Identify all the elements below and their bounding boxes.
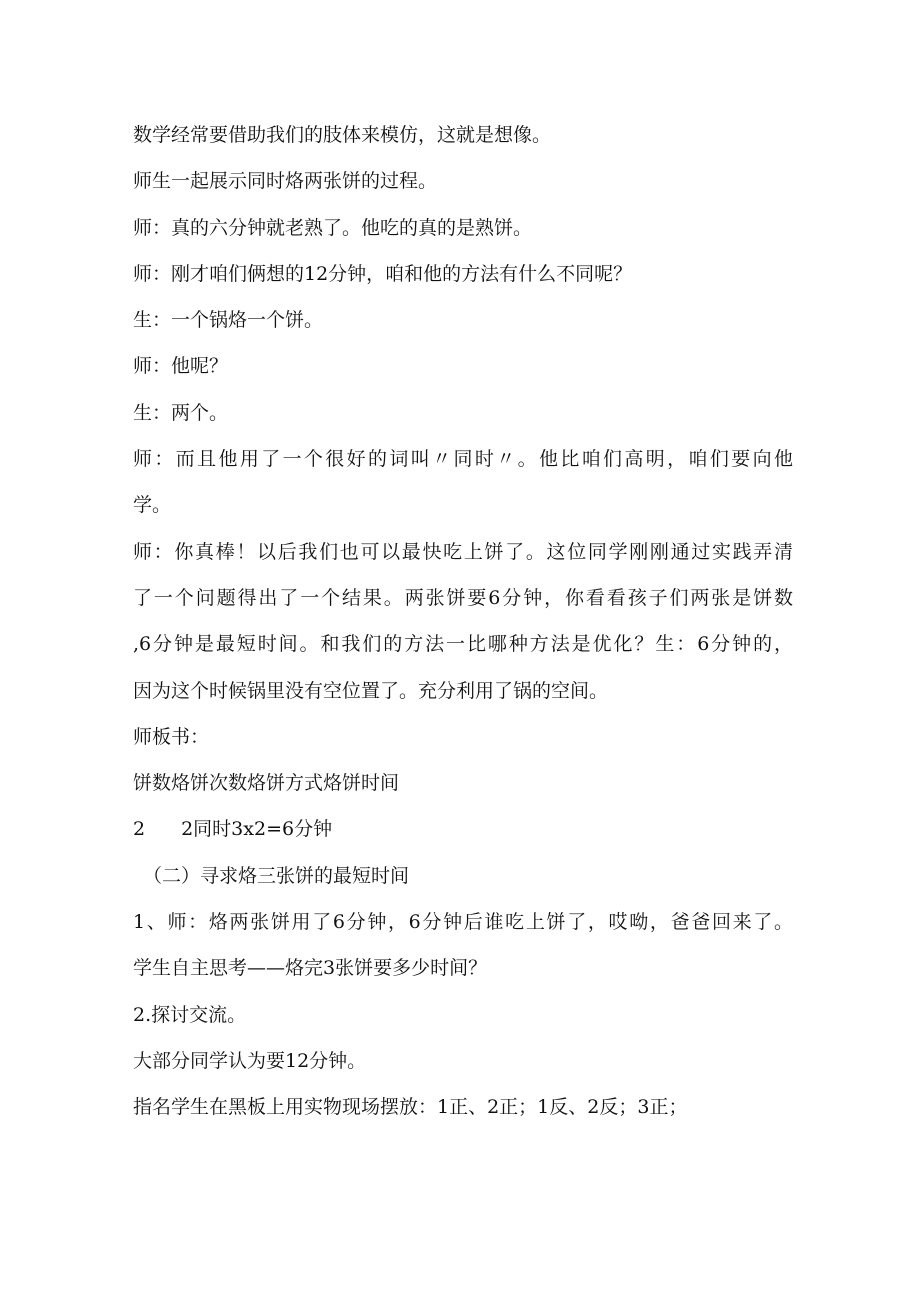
paragraph-line-3: 师：真的六分钟就老熟了。他吃的真的是熟饼。 xyxy=(133,216,533,239)
board-row-count: 2 xyxy=(133,818,146,841)
paragraph-line-1: 数学经常要借助我们的肢体来模仿，这就是想像。 xyxy=(133,124,552,146)
paragraph-line-21: 大部分同学认为要12分钟。 xyxy=(133,1049,367,1072)
paragraph-line-8: 师：而且他用了一个很好的词叫〃同时〃。他比咱们高明，咱们要向他 xyxy=(133,448,793,471)
paragraph-line-5: 生：一个锅烙一个饼。 xyxy=(133,309,324,332)
board-header-line: 饼数烙饼次数烙饼方式烙饼时间 xyxy=(133,772,400,795)
paragraph-line-10: 师：你真棒！以后我们也可以最快吃上饼了。这位同学刚刚通过实践弄清 xyxy=(133,540,793,563)
paragraph-line-22: 指名学生在黑板上用实物现场摆放：1正、2正；1反、2反；3正； xyxy=(133,1096,688,1119)
paragraph-line-20: 2.探讨交流。 xyxy=(133,1003,247,1026)
paragraph-line-11: 了一个问题得出了一个结果。两张饼要6分钟，你看看孩子们两张是饼数 xyxy=(133,586,793,609)
board-row-detail: 2同时3x2=6分钟 xyxy=(181,818,333,841)
document-body xyxy=(133,112,793,1131)
paragraph-line-12: ,6分钟是最短时间。和我们的方法一比哪种方法是优化？生：6分钟的， xyxy=(133,633,793,656)
paragraph-line-14: 师板书： xyxy=(133,725,210,748)
paragraph-line-18: 1、师：烙两张饼用了6分钟，6分钟后谁吃上饼了，哎呦，爸爸回来了。 xyxy=(133,911,793,934)
paragraph-line-19: 学生自主思考——烙完3张饼要多少时间？ xyxy=(133,957,488,980)
paragraph-line-6: 师：他呢？ xyxy=(133,355,229,378)
paragraph-line-9: 学。 xyxy=(133,494,172,517)
paragraph-line-4: 师：刚才咱们俩想的12分钟，咱和他的方法有什么不同呢？ xyxy=(133,262,633,285)
section-heading: （二）寻求烙三张饼的最短时间 xyxy=(143,864,410,887)
paragraph-line-13: 因为这个时候锅里没有空位置了。充分利用了锅的空间。 xyxy=(133,679,609,702)
paragraph-line-2: 师生一起展示同时烙两张饼的过程。 xyxy=(133,170,438,193)
paragraph-line-7: 生：两个。 xyxy=(133,401,229,424)
board-row-line xyxy=(133,806,793,852)
